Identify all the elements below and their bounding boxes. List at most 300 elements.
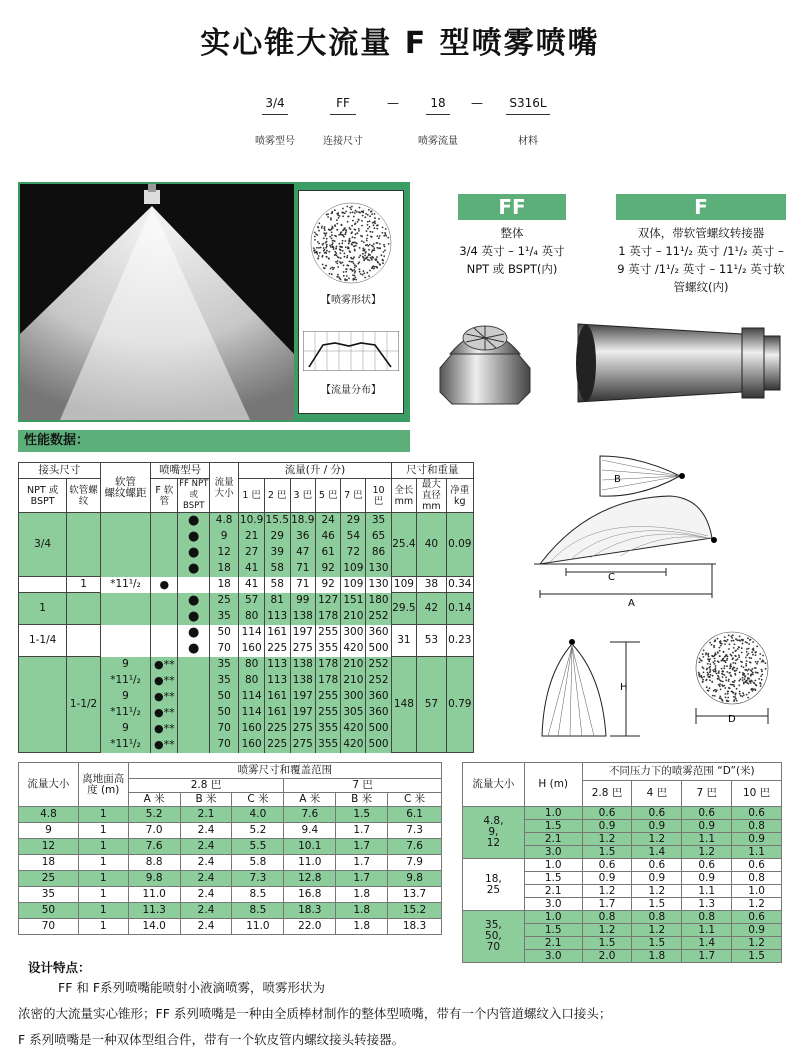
perf-row (19, 577, 474, 593)
range-h-title: 不同压力下的喷雾范围 “D”(米) (582, 763, 781, 781)
perf-flow-value: 160 (239, 737, 265, 753)
range-value: 1.1 (682, 885, 732, 898)
coverage-value: 5.2 (128, 807, 180, 823)
perf-wt: 0.34 (446, 577, 473, 593)
coverage-value: 12.8 (284, 871, 336, 887)
coverage-h-p2: 7 巴 (284, 779, 442, 793)
coverage-col: C 米 (232, 793, 284, 807)
range-h-h: H (m) (524, 763, 582, 807)
range-h: 3.0 (524, 846, 582, 859)
range-value: 0.9 (582, 872, 632, 885)
ff-type-header: FF (458, 194, 566, 220)
perf-flow-value: 255 (316, 705, 341, 721)
ff-desc-line: 3/4 英寸 – 1¹/₄ 英寸 (459, 244, 565, 258)
range-value: 1.1 (732, 846, 782, 859)
header-pressure: 5 巴 (316, 479, 341, 513)
perf-f (151, 593, 178, 609)
perf-flow-value: 355 (316, 641, 341, 657)
perf-flow-value: 210 (341, 609, 366, 625)
range-h: 1.5 (524, 820, 582, 833)
header-model: 喷嘴型号 (151, 463, 210, 479)
code-underline (330, 114, 356, 115)
range-value: 0.6 (582, 859, 632, 872)
coverage-value: 7.6 (284, 807, 336, 823)
header-pressure: 7 巴 (341, 479, 366, 513)
ff-desc-line: NPT 或 BSPT(内) (466, 262, 558, 276)
perf-flow-value: 420 (341, 721, 366, 737)
coverage-h-p1: 2.8 巴 (128, 779, 284, 793)
coverage-value: 16.8 (284, 887, 336, 903)
perf-size: 12 (209, 545, 238, 561)
range-h: 1.5 (524, 872, 582, 885)
coverage-table (18, 762, 442, 935)
perf-flow-value: 255 (316, 689, 341, 705)
code-part: FF (336, 96, 350, 110)
perf-flow-value: 355 (316, 721, 341, 737)
coverage-size: 70 (19, 919, 79, 935)
coverage-value: 22.0 (284, 919, 336, 935)
perf-flow-value: 178 (316, 609, 341, 625)
perf-pitch (100, 561, 150, 577)
range-value: 1.2 (582, 924, 632, 937)
perf-flow-value: 86 (366, 545, 391, 561)
perf-flow-value: 161 (264, 705, 290, 721)
coverage-value: 1.7 (336, 871, 388, 887)
code-label: 喷雾型号 (255, 136, 295, 147)
perf-pitch (100, 609, 150, 625)
perf-size: 70 (209, 641, 238, 657)
coverage-row (19, 839, 442, 855)
perf-pitch (100, 529, 150, 545)
range-value: 1.2 (582, 833, 632, 846)
perf-flow-value: 10.9 (239, 513, 265, 529)
coverage-row (19, 823, 442, 839)
perf-flow-value: 360 (366, 625, 391, 641)
header-hose-text: 软管 (115, 475, 137, 488)
perf-flow-value: 109 (341, 577, 366, 593)
coverage-height: 1 (78, 807, 128, 823)
f-desc-line: 1 英寸 – 11¹/₂ 英寸 /1¹/₂ 英寸 – (618, 244, 784, 258)
header-f: F 软管 (151, 479, 178, 513)
perf-wt: 0.79 (446, 657, 473, 753)
range-value: 0.9 (582, 820, 632, 833)
perf-flow-value: 92 (316, 577, 341, 593)
code-part: — (471, 96, 483, 110)
perf-flow-value: 210 (341, 673, 366, 689)
perf-flow-value: 113 (264, 657, 290, 673)
ff-nozzle-image (430, 308, 540, 408)
perf-flow-value: 54 (341, 529, 366, 545)
range-value: 1.0 (732, 885, 782, 898)
perf-flow-value: 113 (264, 609, 290, 625)
perf-flow-value: 178 (316, 657, 341, 673)
coverage-value: 1.7 (336, 855, 388, 871)
perf-ff (178, 577, 209, 593)
coverage-value: 14.0 (128, 919, 180, 935)
range-h: 1.0 (524, 807, 582, 820)
coverage-value: 5.8 (232, 855, 284, 871)
distribution-label: 【流量分布】 (321, 385, 381, 396)
perf-ff: ● (178, 593, 209, 609)
coverage-value: 7.0 (128, 823, 180, 839)
coverage-value: 2.4 (180, 903, 232, 919)
header-hosethread: 软管螺纹 (67, 479, 101, 513)
perf-flow-value: 255 (316, 625, 341, 641)
perf-size: 35 (209, 673, 238, 689)
coverage-row (19, 871, 442, 887)
range-value: 0.6 (632, 859, 682, 872)
perf-pitch (100, 625, 150, 641)
perf-wt: 0.14 (446, 593, 473, 625)
perf-row (19, 513, 474, 529)
perf-flow-value: 41 (239, 561, 265, 577)
header-ffnpt: FF NPT 或 BSPT (179, 479, 209, 511)
range-value: 1.5 (582, 846, 632, 859)
perf-flow-value: 61 (316, 545, 341, 561)
coverage-height: 1 (78, 839, 128, 855)
perf-size: 25 (209, 593, 238, 609)
perf-flow-value: 225 (264, 737, 290, 753)
perf-flow-value: 29 (341, 513, 366, 529)
perf-wt: 0.09 (446, 513, 473, 577)
perf-flow-value: 275 (290, 721, 316, 737)
perf-len: 29.5 (391, 593, 417, 625)
range-value: 1.4 (682, 937, 732, 950)
coverage-value: 2.4 (180, 919, 232, 935)
perf-flow-value: 420 (341, 737, 366, 753)
perf-flow-value: 72 (341, 545, 366, 561)
design-line: 浓密的大流量实心锥形；FF 系列喷嘴是一种由全质棒材制作的整体型喷嘴，带有一个内管道螺纹入口接头； (18, 1006, 612, 1021)
coverage-value: 1.7 (336, 823, 388, 839)
f-nozzle-image (572, 316, 786, 410)
perf-f (151, 513, 178, 529)
perf-len: 109 (391, 577, 417, 593)
range-h: 1.5 (524, 924, 582, 937)
perf-f: ●** (151, 657, 178, 673)
range-value: 1.2 (632, 924, 682, 937)
range-value: 0.8 (732, 872, 782, 885)
model-code (0, 92, 800, 152)
perf-flow-value: 275 (290, 737, 316, 753)
perf-len: 25.4 (391, 513, 417, 577)
coverage-value: 11.0 (232, 919, 284, 935)
coverage-value: 15.2 (388, 903, 442, 919)
perf-conn: 3/4 (19, 513, 67, 577)
coverage-table-body (19, 807, 442, 935)
code-underline (426, 114, 450, 115)
coverage-h-range: 喷雾尺寸和覆盖范围 (128, 763, 441, 779)
perf-flow-value: 161 (264, 625, 290, 641)
coverage-h-size: 流量大小 (19, 763, 79, 807)
perf-flow-value: 21 (239, 529, 265, 545)
range-value: 1.4 (632, 846, 682, 859)
section-title: 性能数据： (18, 430, 410, 452)
coverage-value: 2.4 (180, 839, 232, 855)
perf-flow-value: 252 (366, 657, 391, 673)
coverage-value: 7.9 (388, 855, 442, 871)
perf-flow-value: 225 (264, 641, 290, 657)
range-value: 0.8 (732, 820, 782, 833)
coverage-value: 11.0 (128, 887, 180, 903)
range-value: 1.1 (682, 924, 732, 937)
perf-ff (178, 657, 209, 673)
perf-len: 31 (391, 625, 417, 657)
coverage-value: 1.5 (336, 807, 388, 823)
perf-dia: 57 (417, 657, 446, 753)
coverage-size: 25 (19, 871, 79, 887)
perf-row (19, 593, 474, 609)
spray-photo (20, 184, 294, 420)
perf-flow-value: 197 (290, 705, 316, 721)
coverage-size: 12 (19, 839, 79, 855)
perf-size: 35 (209, 609, 238, 625)
range-value: 0.9 (732, 833, 782, 846)
header-dia: 最大直径 mm (417, 479, 446, 513)
range-value: 0.6 (732, 911, 782, 924)
f-type-desc (606, 224, 796, 296)
range-value: 0.6 (732, 807, 782, 820)
perf-hose (67, 593, 101, 625)
perf-hose: 1 (67, 577, 101, 593)
range-h: 2.1 (524, 833, 582, 846)
range-pressure: 10 巴 (732, 781, 782, 807)
code-underline (506, 114, 550, 115)
code-part: — (387, 96, 399, 110)
perf-ff (178, 737, 209, 753)
coverage-col: A 米 (284, 793, 336, 807)
perf-flow-value: 138 (290, 673, 316, 689)
perf-flow-value: 24 (316, 513, 341, 529)
header-pressure: 2 巴 (264, 479, 290, 513)
range-h: 2.1 (524, 937, 582, 950)
coverage-value: 8.5 (232, 903, 284, 919)
perf-ff: ● (178, 641, 209, 657)
range-pressure: 4 巴 (632, 781, 682, 807)
coverage-col: B 米 (336, 793, 388, 807)
range-sizes: 4.8, 9, 12 (463, 807, 525, 859)
label-d: D (728, 714, 736, 725)
range-table-head (463, 763, 782, 807)
coverage-value: 1.8 (336, 887, 388, 903)
perf-wt: 0.23 (446, 625, 473, 657)
perf-flow-value: 35 (366, 513, 391, 529)
perf-size: 18 (209, 577, 238, 593)
header-npt: NPT 或 BSPT (19, 479, 67, 513)
perf-flow-value: 355 (316, 737, 341, 753)
code-part: 3/4 (265, 96, 285, 110)
perf-size: 9 (209, 529, 238, 545)
perf-f (151, 529, 178, 545)
coverage-value: 7.6 (388, 839, 442, 855)
perf-flow-value: 47 (290, 545, 316, 561)
range-h: 1.0 (524, 859, 582, 872)
perf-flow-value: 130 (366, 577, 391, 593)
perf-flow-value: 180 (366, 593, 391, 609)
perf-flow-value: 197 (290, 625, 316, 641)
header-pressure: 1 巴 (239, 479, 265, 513)
perf-flow-value: 41 (239, 577, 265, 593)
coverage-value: 4.0 (232, 807, 284, 823)
perf-size: 50 (209, 625, 238, 641)
perf-flow-value: 160 (239, 641, 265, 657)
coverage-col: C 米 (388, 793, 442, 807)
perf-f (151, 561, 178, 577)
perf-flow-value: 500 (366, 641, 391, 657)
coverage-value: 5.2 (232, 823, 284, 839)
range-h: 3.0 (524, 898, 582, 911)
perf-flow-value: 27 (239, 545, 265, 561)
range-value: 1.2 (732, 898, 782, 911)
coverage-h-height: 离地面高度 (m) (78, 763, 128, 807)
perf-flow-value: 113 (264, 673, 290, 689)
perf-flow-value: 65 (366, 529, 391, 545)
range-h: 2.1 (524, 885, 582, 898)
coverage-row (19, 807, 442, 823)
perf-f: ●** (151, 689, 178, 705)
coverage-value: 9.4 (284, 823, 336, 839)
perf-size: 50 (209, 705, 238, 721)
coverage-height: 1 (78, 903, 128, 919)
perf-flow-value: 114 (239, 689, 265, 705)
perf-f: ●** (151, 721, 178, 737)
coverage-size: 4.8 (19, 807, 79, 823)
perf-conn (19, 577, 67, 593)
coverage-value: 18.3 (284, 903, 336, 919)
perf-flow-value: 99 (290, 593, 316, 609)
ff-desc-line: 整体 (500, 226, 524, 240)
perf-flow-value: 500 (366, 737, 391, 753)
code-label: 连接尺寸 (323, 136, 363, 147)
range-value: 0.6 (682, 807, 732, 820)
header-pressure: 3 巴 (290, 479, 316, 513)
perf-flow-value: 138 (290, 657, 316, 673)
header-pressure: 10 巴 (366, 479, 391, 513)
perf-flow-value: 15.5 (264, 513, 290, 529)
perf-ff: ● (178, 561, 209, 577)
range-value: 0.6 (682, 859, 732, 872)
perf-f: ●** (151, 673, 178, 689)
perf-f: ● (151, 577, 178, 593)
perf-ff: ● (178, 625, 209, 641)
label-a: A (628, 598, 635, 609)
performance-table-head (19, 463, 474, 513)
performance-table (18, 462, 474, 753)
perf-size: 70 (209, 721, 238, 737)
coverage-value: 9.8 (128, 871, 180, 887)
perf-len: 148 (391, 657, 417, 753)
perf-size: 4.8 (209, 513, 238, 529)
range-sizes: 18, 25 (463, 859, 525, 911)
range-value: 0.8 (682, 911, 732, 924)
range-value: 0.9 (732, 924, 782, 937)
perf-row (19, 657, 474, 673)
perf-flow-value: 114 (239, 705, 265, 721)
spray-diagrams (530, 446, 792, 756)
perf-ff (178, 705, 209, 721)
perf-pitch: 9 (100, 721, 150, 737)
perf-flow-value: 109 (341, 561, 366, 577)
coverage-value: 18.3 (388, 919, 442, 935)
perf-flow-value: 161 (264, 689, 290, 705)
perf-row (19, 625, 474, 641)
header-len: 全长 mm (391, 479, 417, 513)
perf-flow-value: 18.9 (290, 513, 316, 529)
range-value: 1.2 (632, 885, 682, 898)
range-value: 0.9 (682, 872, 732, 885)
code-label: 喷雾流量 (418, 136, 458, 147)
coverage-row (19, 919, 442, 935)
perf-flow-value: 114 (239, 625, 265, 641)
coverage-height: 1 (78, 855, 128, 871)
range-table (462, 762, 782, 963)
range-value: 1.8 (632, 950, 682, 963)
coverage-value: 8.8 (128, 855, 180, 871)
perf-flow-value: 300 (341, 625, 366, 641)
range-h: 3.0 (524, 950, 582, 963)
header-hose-pitch: 螺纹螺距 (104, 486, 147, 499)
coverage-value: 1.8 (336, 903, 388, 919)
coverage-value: 9.8 (388, 871, 442, 887)
range-value: 1.7 (682, 950, 732, 963)
perf-pitch: *11¹/₂ (100, 737, 150, 753)
perf-pitch: 9 (100, 689, 150, 705)
perf-ff: ● (178, 513, 209, 529)
range-pressure: 7 巴 (682, 781, 732, 807)
code-part: 18 (430, 96, 446, 110)
code-underline (262, 114, 288, 115)
perf-dia: 42 (417, 593, 446, 625)
header-wt: 净重 kg (446, 479, 473, 513)
perf-f (151, 625, 178, 641)
performance-table-body (19, 513, 474, 753)
perf-flow-value: 71 (290, 561, 316, 577)
range-sizes: 35, 50, 70 (463, 911, 525, 963)
header-flowsize: 流量大小 (209, 463, 238, 513)
design-line: FF 和 F系列喷嘴能喷射小液滴喷雾，喷雾形状为 (58, 980, 326, 995)
perf-flow-value: 178 (316, 673, 341, 689)
perf-flow-value: 360 (366, 689, 391, 705)
perf-ff: ● (178, 529, 209, 545)
coverage-value: 11.0 (284, 855, 336, 871)
coverage-size: 50 (19, 903, 79, 919)
label-c: C (608, 572, 615, 583)
perf-conn (19, 657, 67, 753)
perf-flow-value: 80 (239, 609, 265, 625)
coverage-value: 1.7 (336, 839, 388, 855)
coverage-value: 7.3 (388, 823, 442, 839)
range-value: 0.6 (582, 807, 632, 820)
perf-flow-value: 71 (290, 577, 316, 593)
range-table-body (463, 807, 782, 963)
f-desc-line: 管螺纹(内) (673, 280, 729, 294)
coverage-size: 9 (19, 823, 79, 839)
perf-f (151, 641, 178, 657)
perf-flow-value: 29 (264, 529, 290, 545)
range-row (463, 859, 782, 872)
code-label: 材料 (518, 136, 538, 147)
coverage-col: A 米 (128, 793, 180, 807)
perf-flow-value: 252 (366, 609, 391, 625)
code-part: S316L (509, 96, 547, 110)
coverage-value: 13.7 (388, 887, 442, 903)
header-conn: 接头尺寸 (19, 463, 101, 479)
coverage-value: 2.1 (180, 807, 232, 823)
range-value: 1.5 (732, 950, 782, 963)
perf-ff (178, 689, 209, 705)
perf-ff: ● (178, 545, 209, 561)
page-title: 实心锥大流量 F 型喷雾喷嘴 (200, 26, 600, 61)
coverage-size: 18 (19, 855, 79, 871)
